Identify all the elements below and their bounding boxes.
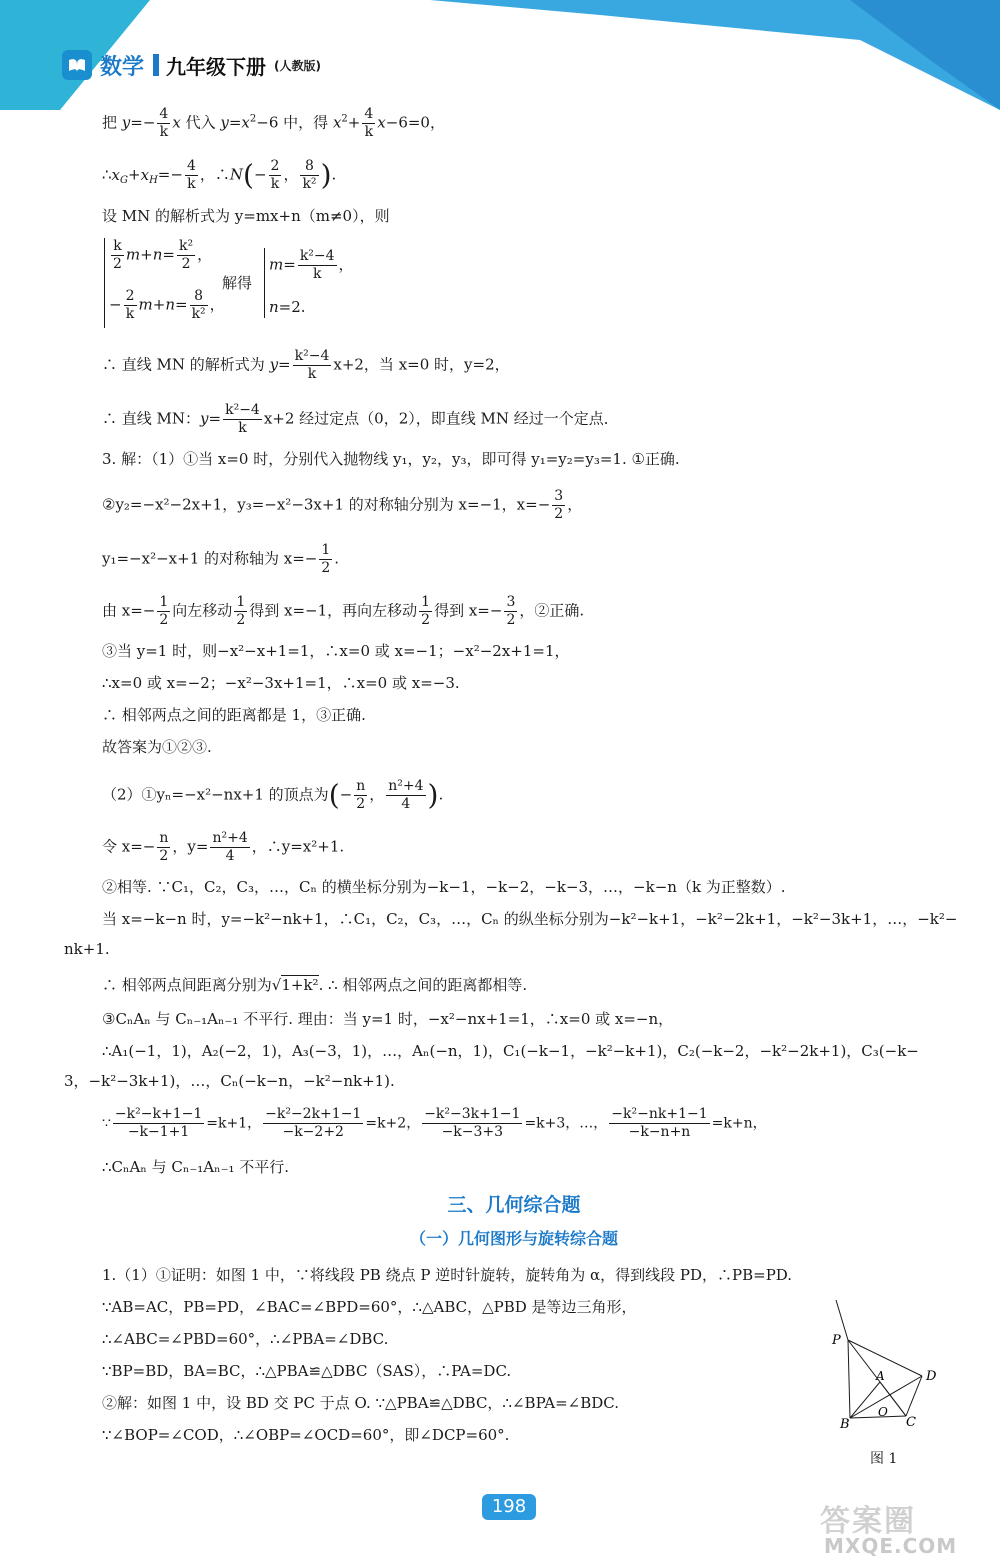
text-line: y₁=−x²−x+1 的对称轴为 x=− $\frac{1}{2}$ . <box>102 542 340 576</box>
text-line: （2）①yₙ=−x²−nx+1 的顶点为(− $\frac{n}{2}$ ， $\frac{\text{n²+4}}{4}$ ). <box>102 778 444 812</box>
header-divider <box>153 54 159 76</box>
edition-label: (人教版) <box>274 58 321 73</box>
text-line: 由 x=− $\frac{1}{2}$ 向左移动 $\frac{1}{2}$ 得到 x=−1，再向左移动 $\frac{1}{2}$ 得到 x=− $\frac{3}{2}$ ，②正确. <box>102 594 585 628</box>
text-line: $\therefore x_G+x_H=-$ $\frac{4}{k}$ ，∴N(− $\frac{2}{k}$ ， $\frac{8}{\text{k²}}$ ). <box>102 158 337 192</box>
page-number: 198 <box>482 1494 536 1520</box>
text-line: ②y₂=−x²−2x+1，y₃=−x²−3x+1 的对称轴分别为 x=−1，x=− $\frac{3}{2}$ ， <box>102 488 583 522</box>
watermark: 答案圈 MXQE.COM <box>820 1504 958 1558</box>
text-line: nk+1. <box>64 940 110 958</box>
text-line: 1.（1）①证明：如图 1 中，∵将线段 PB 绕点 P 逆时针旋转，旋转角为 α，得到线段 PD，∴PB=PD. <box>102 1266 793 1284</box>
section-title: 三、几何综合题 <box>447 1194 581 1216</box>
text-line: ②相等. ∵C₁，C₂，C₃，…，Cₙ 的横坐标分别为−k−1，−k−2，−k−3，…，−k−n（k 为正整数）. <box>102 878 786 896</box>
solve-label: 解得 <box>222 274 253 292</box>
fraction: $\frac{4}{k}$ <box>186 158 196 192</box>
geometry-figure <box>826 1300 946 1470</box>
text-line: ∵ $\frac{\text{−k²−k+1−1}}{-k-1+1}$ =k+1， $\frac{\text{−k²−2k+1−1}}{-k-2+2}$ =k+2， $\frac{\text{−k²−3k+1−1}}{-k-3+3}$ =k+3，…， $\frac{\text{−k²−nk+1−1}}{-k-n+n}$ =k+n， <box>102 1106 767 1140</box>
text-line: 故答案为①②③. <box>102 738 212 756</box>
text-line: 3. 解：（1）①当 x=0 时，分别代入抛物线 y₁，y₂，y₃，即可得 y₁=y₂=y₃=1. ①正确. <box>102 450 680 468</box>
svg-text:A: A <box>876 1369 885 1383</box>
text-line: ∵∠BOP=∠COD，∴∠OBP=∠OCD=60°，即∠DCP=60°. <box>102 1426 510 1444</box>
svg-text:D: D <box>926 1369 937 1384</box>
text-line: ③CₙAₙ 与 Cₙ₋₁Aₙ₋₁ 不平行. 理由：当 y=1 时，−x²−nx+1=1，∴x=0 或 x=−n， <box>102 1010 674 1028</box>
text-line: ∴ 直线 MN：y= $\frac{\text{k²−4}}{k}$ x+2 经过定点（0，2），即直线 MN 经过一个定点． <box>102 402 619 436</box>
text-line: 把 y=− $\frac{4}{k}$ x 代入 $y=x^2-6$ 中，得 $x^2+$ $\frac{4}{k}$ x−6=0， <box>102 106 445 140</box>
figure-diagram <box>826 1300 946 1440</box>
svg-text:B: B <box>840 1417 850 1432</box>
text-line: ∴ 相邻两点之间的距离都是 1，③正确. <box>102 706 366 724</box>
text-line: ∴x=0 或 x=−2；−x²−3x+1=1，∴x=0 或 x=−3. <box>102 674 460 692</box>
text-line: ∴ 直线 MN 的解析式为 y= $\frac{\text{k²−4}}{k}$ x+2，当 x=0 时，y=2， <box>102 348 510 382</box>
page-header <box>62 48 321 82</box>
text-line: ∴A₁(−1，1)，A₂(−2，1)，A₃(−3，1)，…，Aₙ(−n，1)，C₁(−k−1，−k²−k+1)，C₂(−k−2，−k²−2k+1)，C₃(−k− <box>102 1042 919 1060</box>
book-logo-icon <box>62 50 92 80</box>
svg-text:O: O <box>878 1405 888 1419</box>
text-line: ∴CₙAₙ 与 Cₙ₋₁Aₙ₋₁ 不平行. <box>102 1158 290 1176</box>
text-line: ∵BP=BD，BA=BC，∴△PBA≌△DBC（SAS），∴PA=DC. <box>102 1362 512 1380</box>
subject-title: 数学 <box>100 54 145 80</box>
text-line: 当 x=−k−n 时，y=−k²−nk+1，∴C₁，C₂，C₃，…，Cₙ 的纵坐标分别为−k²−k+1，−k²−2k+1，−k²−3k+1，…，−k²− <box>102 910 958 928</box>
fraction: $\frac{8}{\text{k²}}$ <box>302 158 317 192</box>
text-line: ③当 y=1 时，则−x²−x+1=1，∴x=0 或 x=−1；−x²−2x+1=1， <box>102 642 570 660</box>
equation-system: $\frac{k}{2}$ m+n= $\frac{\text{k²}}{2}$ ， − $\frac{2}{k}$ m+n= $\frac{8}{\text{k²}}$ ， <box>104 238 109 328</box>
sqrt-expression: √1+k² <box>271 976 319 994</box>
fraction: $\frac{2}{k}$ <box>270 158 280 192</box>
fraction: $\frac{4}{k}$ <box>159 106 169 140</box>
text-line: 令 x=− $\frac{n}{2}$ ，y= $\frac{\text{n²+4}}{4}$ ，∴y=x²+1. <box>102 830 345 864</box>
text-line: 3，−k²−3k+1)，…，Cₙ(−k−n，−k²−nk+1). <box>64 1072 395 1090</box>
equation-solution: m= $\frac{\text{k²−4}}{k}$ ， n=2. <box>264 248 269 318</box>
text-line: ∴∠ABC=∠PBD=60°，∴∠PBA=∠DBC. <box>102 1330 389 1348</box>
figure-caption: 图 1 <box>870 1451 898 1467</box>
subsection-title: （一）几何图形与旋转综合题 <box>409 1229 618 1248</box>
svg-text:P: P <box>832 1333 841 1348</box>
text-line: ②解：如图 1 中，设 BD 交 PC 于点 O. ∵△PBA≌△DBC，∴∠BPA=∠BDC. <box>102 1394 620 1412</box>
text-line: ∴ 相邻两点间距离分别为√1+k². ∴ 相邻两点之间的距离都相等. <box>102 976 528 994</box>
text-line: ∵AB=AC，PB=PD，∠BAC=∠BPD=60°，∴△ABC，△PBD 是等边三角形， <box>102 1298 637 1316</box>
fraction: $\frac{4}{k}$ <box>364 106 374 140</box>
grade-title: 九年级下册 <box>166 54 267 79</box>
text-line: 设 MN 的解析式为 y=mx+n（m≠0），则 <box>102 207 390 225</box>
svg-text:C: C <box>906 1415 916 1430</box>
